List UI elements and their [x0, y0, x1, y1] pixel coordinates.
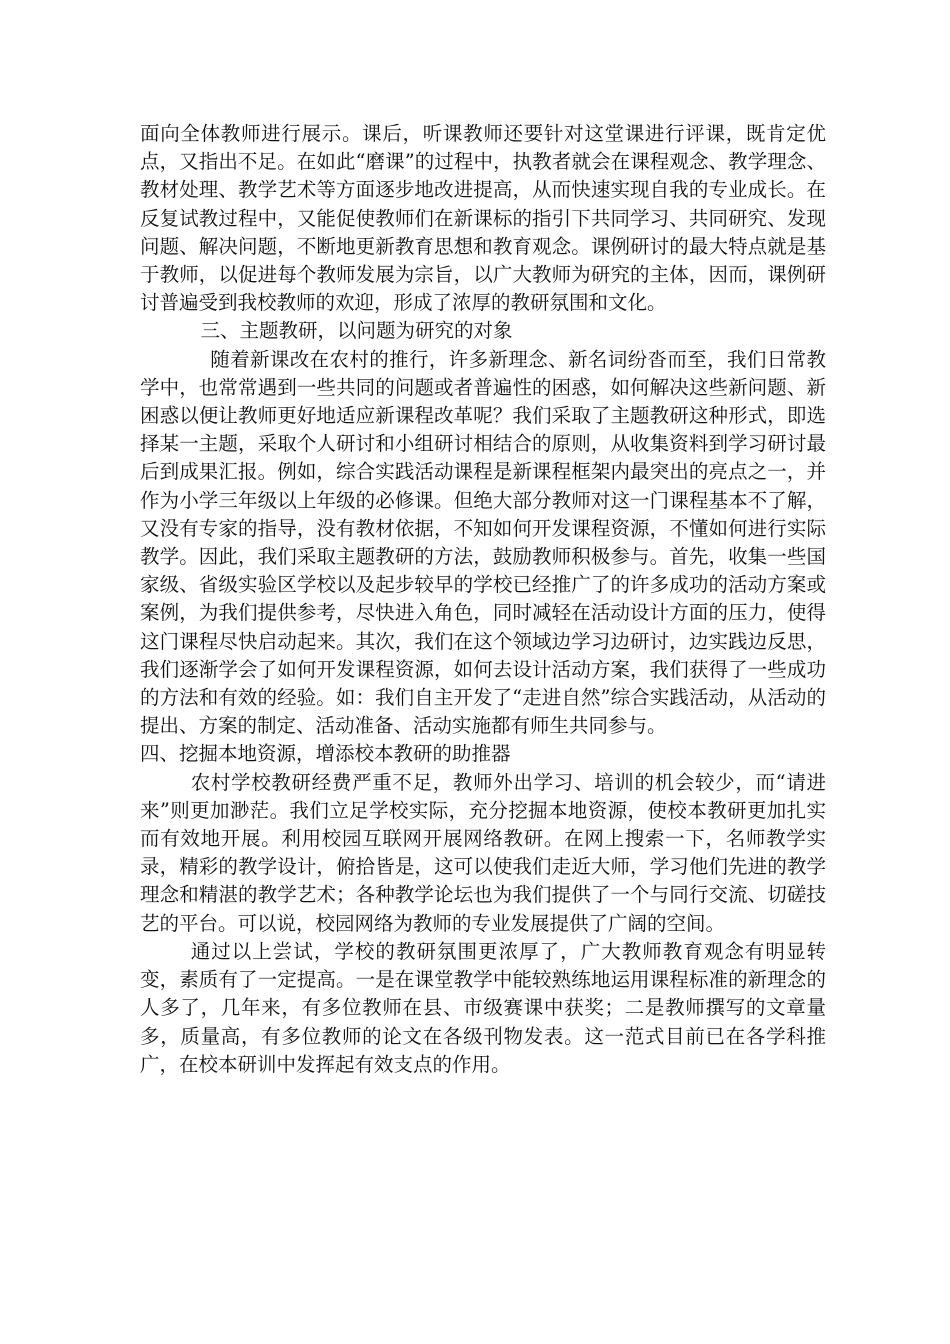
paragraph-local-resources: 农村学校教研经费严重不足，教师外出学习、培训的机会较少，而“请进来”则更加渺茫。我们立足学校实际，充分挖掘本地资源，使校本教研更加扎实而有效地开展。利用校园互联网开展网络教研。在网上搜索一下，名师教学实录，精彩的教学设计，俯拾皆是，这可以使我们走近大师，学习他们先进的教学理念和精湛的教学艺术；各种教学论坛也为我们提供了一个与同行交流、切磋技艺的平台。可以说，校园网络为教师的专业发展提供了广阔的空间。 — [140, 770, 826, 935]
paragraph-conclusion: 通过以上尝试，学校的教研氛围更浓厚了，广大教师教育观念有明显转变，素质有了一定提高。一是在课堂教学中能较熟练地运用课程标准的新理念的人多了，几年来，有多位教师在县、市级赛课中获奖；二是教师撰写的文章量多，质量高，有多位教师的论文在各级刊物发表。这一范式目前已在各学科推广，在校本研训中发挥起有效支点的作用。 — [140, 939, 826, 1076]
section-heading-4: 四、挖掘本地资源，增添校本教研的助推器 — [140, 742, 511, 766]
paragraph-continuation: 面向全体教师进行展示。课后，听课教师还要针对这堂课进行评课，既肯定优点，又指出不足。在如此“磨课”的过程中，执教者就会在课程观念、教学理念、教材处理、教学艺术等方面逐步地改进提高，从而快速实现自我的专业成长。在反复试教过程中，又能促使教师们在新课标的指引下共同学习、共同研究、发现问题、解决问题，不断地更新教育思想和教育观念。课例研讨的最大特点就是基于教师，以促进每个教师发展为宗旨，以广大教师为研究的主体，因而，课例研讨普遍受到我校教师的欢迎，形成了浓厚的教研氛围和文化。 — [140, 122, 826, 315]
section-heading-3: 三、主题教研，以问题为研究的对象 — [200, 319, 513, 343]
paragraph-theme-research: 随着新课改在农村的推行，许多新理念、新名词纷沓而至，我们日常教学中，也常常遇到一些共同的问题或者普遍性的困惑，如何解决这些新问题、新困惑以便让教师更好地适应新课程改革呢？我们采取了主题教研这种形式，即选择某一主题，采取个人研讨和小组研讨相结合的原则，从收集资料到学习研讨最后到成果汇报。例如，综合实践活动课程是新课程框架内最突出的亮点之一，并作为小学三年级以上年级的必修课。但绝大部分教师对这一门课程基本不了解，又没有专家的指导，没有教材依据，不知如何开发课程资源，不懂如何进行实际教学。因此，我们采取主题教研的方法，鼓励教师积极参与。首先，收集一些国家级、省级实验区学校以及起步较早的学校已经推广了的许多成功的活动方案或案例，为我们提供参考，尽快进入角色，同时减轻在活动设计方面的压力，使得这门课程尽快启动起来。其次，我们在这个领域边学习边研讨，边实践边反思，我们逐渐学会了如何开发课程资源，如何去设计活动方案，我们获得了一些成功的方法和有效的经验。如：我们自主开发了“走进自然”综合实践活动，从活动的提出、方案的制定、活动准备、活动实施都有师生共同参与。 — [140, 347, 826, 738]
document-page — [140, 120, 826, 1079]
